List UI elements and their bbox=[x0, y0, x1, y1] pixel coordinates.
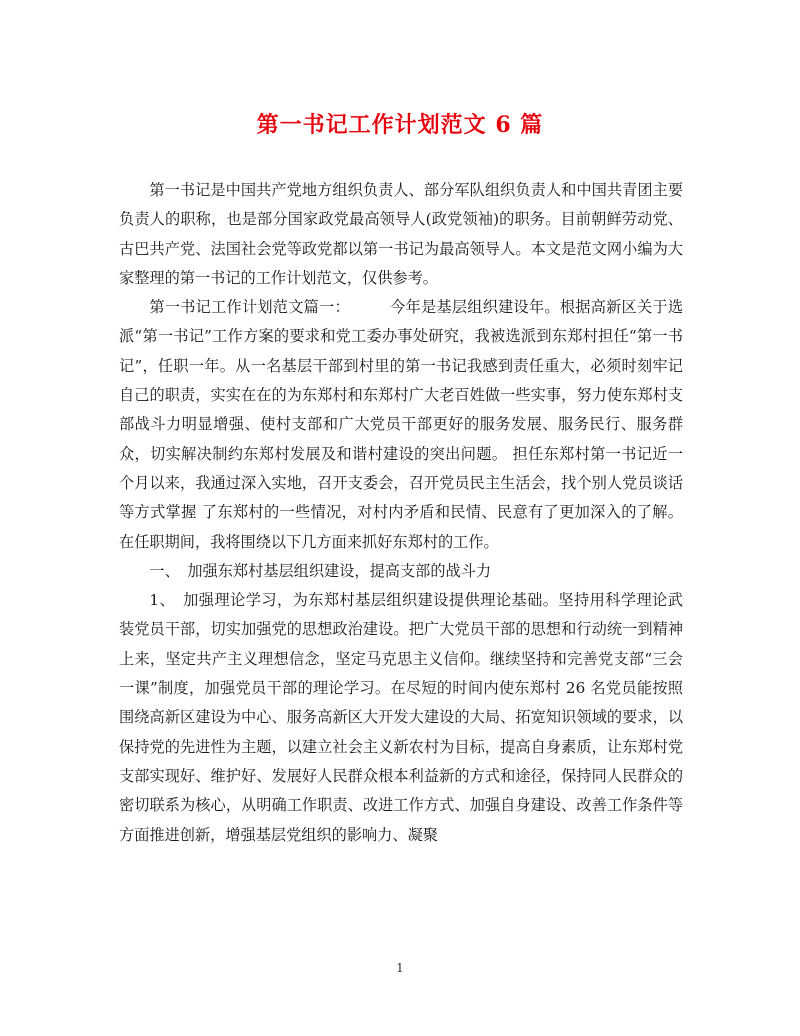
section-paragraph bbox=[119, 293, 683, 557]
section-label: 第一书记工作计划范文篇一： bbox=[149, 298, 350, 317]
page-number: 1 bbox=[396, 961, 404, 975]
section-text: 今年是基层组织建设年。根据高新区关于选派“第一书记”工作方案的要求和党工委办事处研究，我被选派到东郑村担任“第一书记”，任职一年。从一名基层干部到村里的第一书记我感到责任重大，必须时刻牢记自己的职责，实实在在的为东郑村和东郑村广大老百姓做一些实事，努力使东郑村支部战斗力明显增强、使村支部和广大党员干部更好的服务发展、服务民行、服务群众，切实解决制约东郑村发展及和谐村建设的突出问题。 担任东郑村第一书记近一个月以来，我通过深入实地，召开支委会，召开党员民主生活会，找个别人党员谈话等方式掌握 了东郑村的一些情况，对村内矛盾和民情、民意有了更加深入的了解。在任职期间，我将围绕以下几方面来抓好东郑村的工作。 bbox=[119, 298, 684, 551]
intro-paragraph: 第一书记是中国共产党地方组织负责人、部分军队组织负责人和中国共青团主要负责人的职称，也是部分国家政党最高领导人(政党领袖)的职务。目前朝鲜劳动党、古巴共产党、法国社会党等政党都以第一书记为最高领导人。本文是范文网小编为大家整理的第一书记的工作计划范文，仅供参考。 bbox=[119, 181, 683, 287]
document-body bbox=[119, 176, 683, 850]
document-title: 第一书记工作计划范文 6 篇 bbox=[256, 112, 544, 138]
heading-paragraph: 一、 加强东郑村基层组织建设，提高支部的战斗力 bbox=[149, 561, 492, 580]
item-paragraph: 1、 加强理论学习，为东郑村基层组织建设提供理论基础。坚持用科学理论武装党员干部，切实加强党的思想政治建设。把广大党员干部的思想和行动统一到精神上来，坚定共产主义理想信念，坚定马克思主义信仰。继续坚持和完善党支部“三会一课”制度，加强党员干部的理论学习。在尽短的时间内使东郑村 26 名党员能按照围绕高新区建设为中心、服务高新区大开发大建设的大局、拓宽知识领域的要求，以保持党的先进性为主题，以建立社会主义新农村为目标，提高自身素质，让东郑村党支部实现好、维护好、发展好人民群众根本利益新的方式和途径，保持同人民群众的密切联系为核心，从明确工作职责、改进工作方式、加强自身建设、改善工作条件等方面推进创新，增强基层党组织的影响力、凝聚 bbox=[119, 591, 683, 844]
